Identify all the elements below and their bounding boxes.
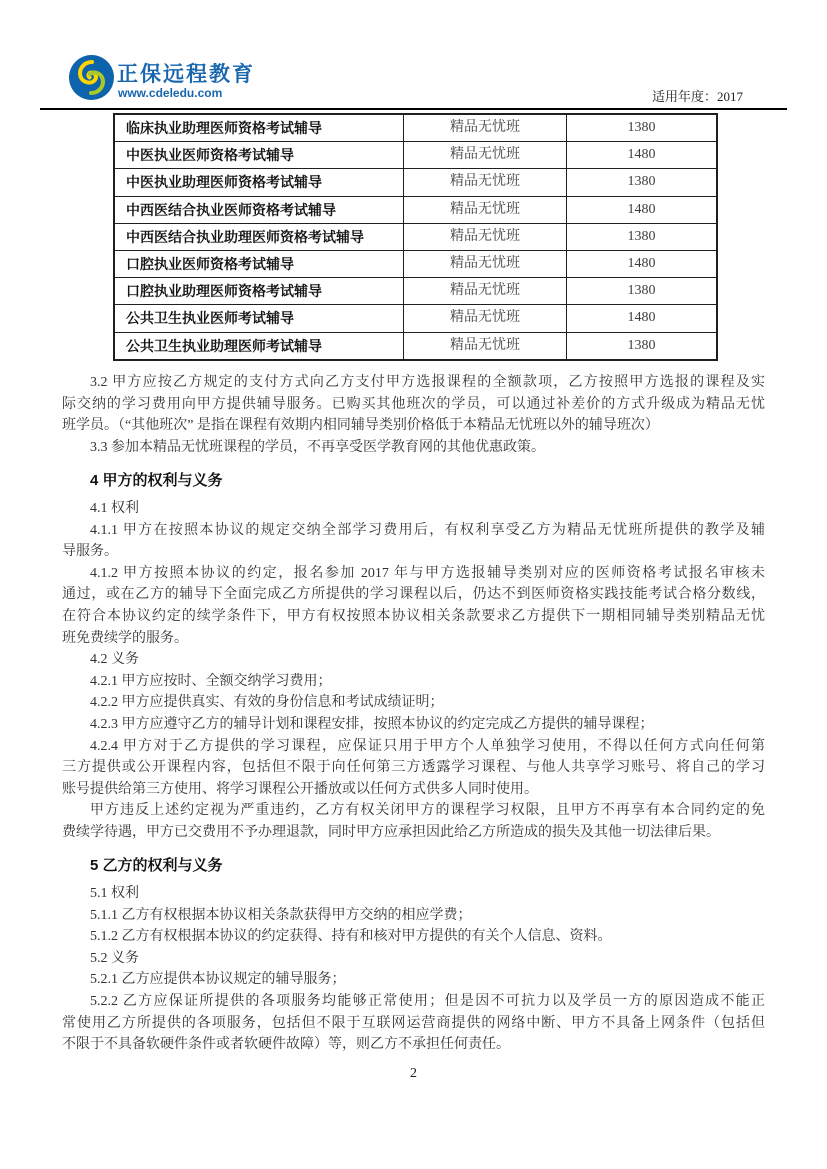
table-row <box>114 305 717 332</box>
paragraph <box>62 905 765 927</box>
class-type-cell: 精品无忧班 <box>404 114 567 142</box>
class-type-cell: 精品无忧班 <box>404 305 567 332</box>
brand-name: 正保远程教育 <box>117 63 255 86</box>
price-cell: 1380 <box>567 169 718 196</box>
course-fee-table <box>113 113 718 361</box>
class-type-cell: 精品无忧班 <box>404 169 567 196</box>
brand-swirl-logo-icon <box>68 54 115 101</box>
text-line: 4.2.4 甲方对于乙方提供的学习课程，应保证只用于甲方个人单独学习使用，不得以任何方式向任何第 <box>90 738 765 754</box>
course-name-cell: 口腔执业助理医师资格考试辅导 <box>114 278 404 305</box>
text-line: 4 甲方的权利与义务 <box>90 472 223 490</box>
text-line: 在符合本协议约定的续学条件下，甲方有权按照本协议相关条款要求乙方提供下一期相同辅导类别精品无忧 <box>62 608 765 624</box>
text-line: 导服务。 <box>62 544 118 560</box>
class-type-cell: 精品无忧班 <box>404 223 567 250</box>
section-heading <box>62 470 765 492</box>
section-heading <box>62 855 765 877</box>
text-line: 5.2.1 乙方应提供本协议规定的辅导服务； <box>90 972 346 988</box>
table-row <box>114 196 717 223</box>
text-line: 3.2 甲方应按乙方规定的支付方式向乙方支付甲方选报课程的全额款项，乙方按照甲方选报的课程及实 <box>90 375 765 390</box>
class-type-cell: 精品无忧班 <box>404 142 567 169</box>
paragraph <box>62 969 765 991</box>
paragraph <box>62 991 765 1056</box>
paragraph <box>62 671 765 693</box>
paragraph <box>62 520 765 563</box>
text-line: 5.1.2 乙方有权根据本协议的约定获得、持有和核对甲方提供的有关个人信息、资料。 <box>90 929 612 945</box>
text-line: 4.2.1 甲方应按时、全额交纳学习费用； <box>90 673 332 689</box>
paragraph <box>62 372 765 437</box>
price-cell: 1480 <box>567 196 718 223</box>
paragraph <box>62 498 765 520</box>
brand-url: www.cdeledu.com <box>118 86 223 100</box>
page-number: 2 <box>410 1066 417 1081</box>
text-line: 5.1 权利 <box>90 886 139 902</box>
table-row <box>114 251 717 278</box>
text-line: 际交纳的学习费用向甲方提供辅导服务。已购买其他班次的学员，可以通过补差价的方式升级成为精品无忧 <box>62 396 765 412</box>
class-type-cell: 精品无忧班 <box>404 251 567 278</box>
text-line: 甲方违反上述约定视为严重违约，乙方有权关闭甲方的课程学习权限，且甲方不再享有本合同约定的免 <box>90 803 765 819</box>
applicable-year-label: 适用年度：2017 <box>651 89 743 104</box>
course-name-cell: 中西医结合执业医师资格考试辅导 <box>114 196 404 223</box>
table-row <box>114 169 717 196</box>
paragraph <box>62 883 765 905</box>
table-row <box>114 278 717 305</box>
price-cell: 1380 <box>567 332 718 360</box>
table-row <box>114 114 717 142</box>
text-line: 费续学待遇，甲方已交费用不予办理退款，同时甲方应承担因此给乙方所造成的损失及其他一切法律后果。 <box>62 824 720 840</box>
text-line: 4.2.3 甲方应遵守乙方的辅导计划和课程安排，按照本协议的约定完成乙方提供的辅导课程； <box>90 716 654 732</box>
price-cell: 1380 <box>567 223 718 250</box>
text-line: 3.3 参加本精品无忧班课程的学员，不再享受医学教育网的其他优惠政策。 <box>90 439 545 455</box>
text-line: 4.2.2 甲方应提供真实、有效的身份信息和考试成绩证明； <box>90 695 444 711</box>
course-name-cell: 临床执业助理医师资格考试辅导 <box>114 114 404 142</box>
text-line: 4.1.2 甲方按照本协议的约定，报名参加 2017 年与甲方选报辅导类别对应的医师资格考试报名审核未 <box>90 565 765 581</box>
table-row <box>114 142 717 169</box>
course-name-cell: 中医执业助理医师资格考试辅导 <box>114 169 404 196</box>
text-line: 常使用乙方所提供的各项服务，包括但不限于互联网运营商提供的网络中断、甲方不具备上网条件（包括但 <box>62 1015 765 1031</box>
class-type-cell: 精品无忧班 <box>404 332 567 360</box>
text-line: 5.1.1 乙方有权根据本协议相关条款获得甲方交纳的相应学费； <box>90 907 472 923</box>
paragraph <box>62 649 765 671</box>
course-name-cell: 中西医结合执业助理医师资格考试辅导 <box>114 223 404 250</box>
course-table-body <box>114 114 717 360</box>
table-row <box>114 332 717 360</box>
text-line: 不限于不具备软硬件条件或者软硬件故障）等，则乙方不承担任何责任。 <box>62 1037 510 1053</box>
text-line: 4.1 权利 <box>90 500 139 516</box>
paragraph <box>62 692 765 714</box>
paragraph <box>62 714 765 736</box>
text-line: 班学员。（“其他班次” 是指在课程有效期内相同辅导类别价格低于本精品无忧班以外的辅导班次） <box>62 418 659 434</box>
text-line: 5.2.2 乙方应保证所提供的各项服务均能够正常使用；但是因不可抗力以及学员一方的原因造成不能正 <box>90 994 765 1010</box>
document-body <box>62 372 765 1056</box>
course-name-cell: 中医执业医师资格考试辅导 <box>114 142 404 169</box>
text-line: 班免费续学的服务。 <box>62 630 188 646</box>
text-line: 4.2 义务 <box>90 652 139 668</box>
price-cell: 1480 <box>567 142 718 169</box>
text-line: 账号提供给第三方使用、将学习课程公开播放或以任何方式供多人同时使用。 <box>62 781 538 797</box>
paragraph <box>62 948 765 970</box>
price-cell: 1480 <box>567 251 718 278</box>
course-name-cell: 口腔执业医师资格考试辅导 <box>114 251 404 278</box>
text-line: 通过，或在乙方的辅导下全面完成乙方所提供的学习课程以后，仍达不到医师资格实践技能考试合格分数线， <box>62 587 765 603</box>
paragraph <box>62 926 765 948</box>
price-cell: 1380 <box>567 114 718 142</box>
course-name-cell: 公共卫生执业医师考试辅导 <box>114 305 404 332</box>
paragraph <box>62 563 765 649</box>
paragraph <box>62 437 765 459</box>
text-line: 三方提供或公开课程内容，包括但不限于向任何第三方透露学习课程、与他人共享学习账号、将自己的学习 <box>62 760 765 776</box>
price-cell: 1380 <box>567 278 718 305</box>
course-name-cell: 公共卫生执业助理医师考试辅导 <box>114 332 404 360</box>
text-line: 5.2 义务 <box>90 950 139 966</box>
header-divider <box>40 108 787 110</box>
table-row <box>114 223 717 250</box>
text-line: 5 乙方的权利与义务 <box>90 857 223 875</box>
paragraph <box>62 736 765 801</box>
text-line: 4.1.1 甲方在按照本协议的规定交纳全部学习费用后，有权利享受乙方为精品无忧班所提供的教学及辅 <box>90 522 765 538</box>
paragraph <box>62 800 765 843</box>
class-type-cell: 精品无忧班 <box>404 196 567 223</box>
price-cell: 1480 <box>567 305 718 332</box>
class-type-cell: 精品无忧班 <box>404 278 567 305</box>
